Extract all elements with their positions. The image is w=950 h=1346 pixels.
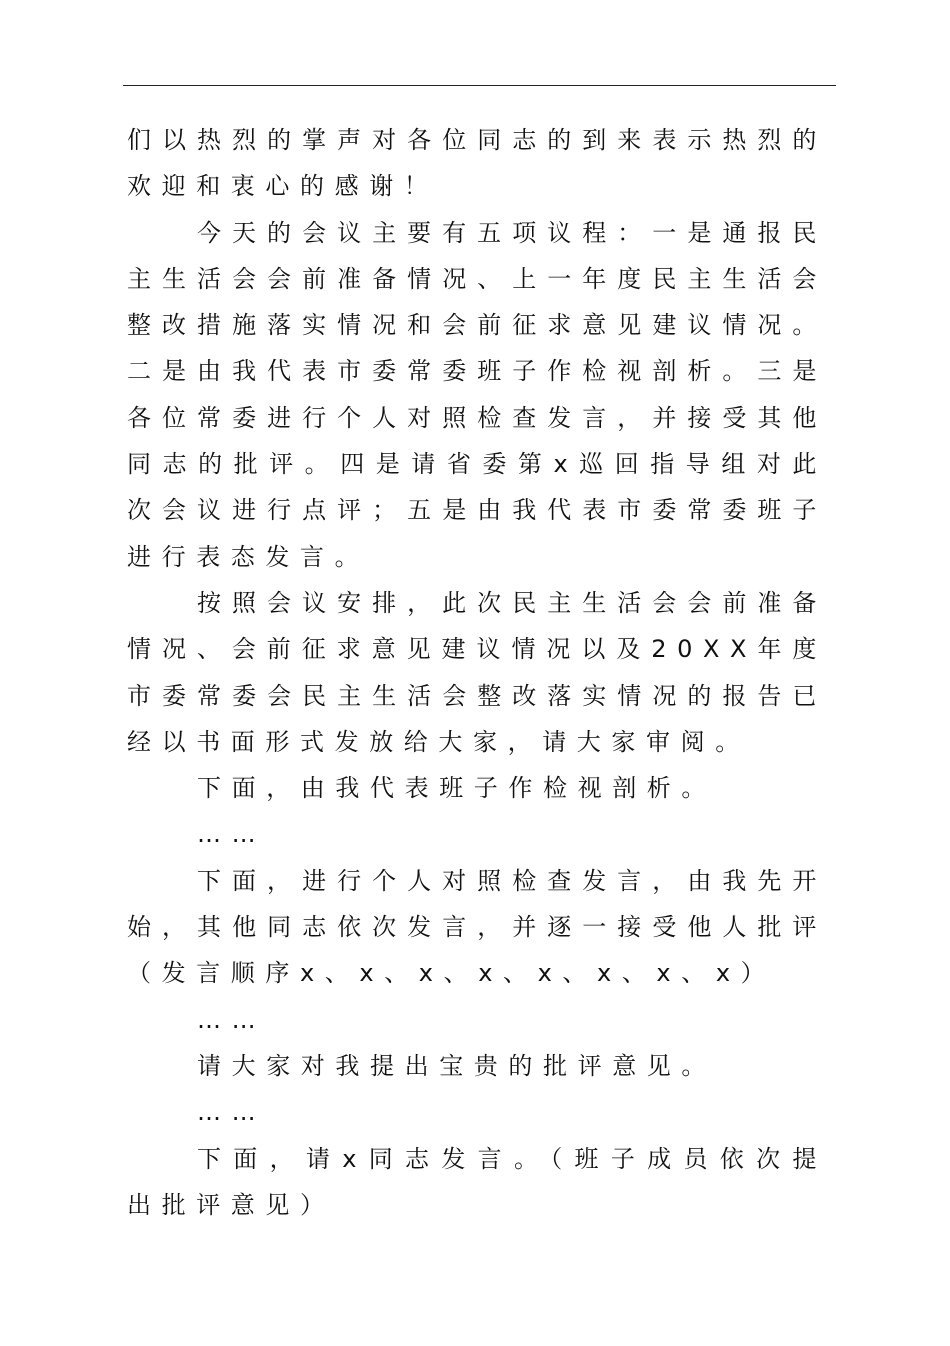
paragraph-ellipsis: …… [197,1005,267,1034]
paragraph-ellipsis: …… [197,1098,267,1127]
document-body [127,117,827,1228]
paragraph-team-analysis: 下面，由我代表班子作检视剖析。 [197,774,716,803]
paragraph-request-criticism: 请大家对我提出宝贵的批评意见。 [197,1051,716,1080]
paragraph-report-arrangement: 按照会议安排，此次民主生活会会前准备情况、会前征求意见建议情况以及20XX年度市委常委会民主生活会整改落实情况的报告已经以书面形式发放给大家，请大家审阅。 [127,588,827,756]
paragraph-continued-welcome: 们以热烈的掌声对各位同志的到来表示热烈的欢迎和衷心的感谢！ [127,126,827,201]
paragraph-individual-statements: 下面，进行个人对照检查发言，由我先开始，其他同志依次发言，并逐一接受他人批评（发言顺序x、x、x、x、x、x、x、x） [127,866,827,988]
header-rule [123,85,836,86]
paragraph-agenda: 今天的会议主要有五项议程：一是通报民主生活会会前准备情况、上一年度民主生活会整改措施落实情况和会前征求意见建议情况。二是由我代表市委常委班子作检视剖析。三是各位常委进行个人对照检查发言，并接受其他同志的批评。四是请省委第x巡回指导组对此次会议进行点评；五是由我代表市委常委班子进行表态发言。 [127,218,827,571]
paragraph-ellipsis: …… [197,820,267,849]
paragraph-member-speech: 下面，请x同志发言。（班子成员依次提出批评意见） [127,1144,827,1219]
